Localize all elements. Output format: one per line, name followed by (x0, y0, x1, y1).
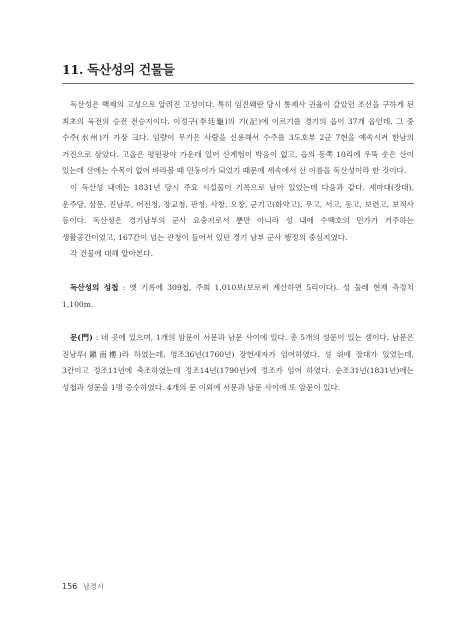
paragraph-intro: 독산성은 백제의 고성으로 알려진 고성이다. 특히 임진왜란 당시 통제사 권율이 갈았던 조선을 구하게 된 최초의 육전의 승전 전승지이다. 이정구(李廷龜)의 기(記)에 이르기를 경기의 읍이 37개 읍인데, 그 중 수주(水州)가 가장 크다. 임량이 무기은 사람을 신용해서 수주를 3도호부 2군 7현을 예속시켜 한남의 거진으로 삼았다. 고을은 평원광야 가운데 있어 산계험이 박음이 없고, 읍의 동쪽 10리에 우뚝 솟은 산이 있는데 산에는 수목이 없어 바라볼 때 민둥이가 되었기 때문에 세속에서 산 이름을 독산성이라 한 것이다. (62, 100, 414, 176)
paragraph-lead-in: 각 건물에 대해 알아본다. (70, 249, 154, 259)
section-heading: 11. 독산성의 건물들 (62, 62, 414, 84)
page-footer (62, 582, 104, 592)
term-gates: 문(門) (70, 333, 93, 343)
fortress-walls-text: : 옛 기록에 309첩, 주회 1,010보(보로써 계산하면 5리이다). 성 둘레 현재 측정치 1,100m. (62, 282, 414, 309)
section-fortress-walls (62, 280, 414, 313)
page-number: 156 (62, 582, 78, 591)
gates-text: : 네 곳에 있으며, 1개의 암문이 서문과 남문 사이에 있다. 총 5개의 성문이 있는 셈이다. 남문은 진남루(鎭南樓)라 하였는데, 영조36년(1760년) 장헌세자가 임어하였다. 성 위에 장대가 있었는데, 3칸이고 정조11년에 축조하였는데 정조14년(1790년)에 정조가 임어 하였다. 순조31년(1831년)에는 성첩과 성문을 1명 증수하였다. 4개의 문 이외에 서문과 남문 사이에 또 암문이 있다. (62, 333, 414, 392)
term-fortress-walls: 독산성의 성첩 (70, 282, 119, 292)
body-text (62, 97, 414, 397)
section-heading-block (62, 62, 414, 84)
paragraph-facilities: 이 독산성 내에는 1831년 당시 주요 시설물이 기록으로 남아 있었는데 다음과 같다. 세마대(장대), 운주당, 삼문, 진남루, 어전청, 장교청, 관청, 사창, 오창, 군기고(화약고), 무고, 서고, 동고, 보련고, 보적사 등이다. 독산성은 경기남부의 군사 요충지로서 뿐만 아니라 성 내에 수백호의 민가가 거주하는 생활공간이었고, 167간이 넘는 관청이 들어서 있던 경기 남부 군사 행정의 중심지였다. (62, 182, 414, 242)
section-gates (62, 330, 414, 396)
book-title: 남경시 (82, 582, 104, 591)
